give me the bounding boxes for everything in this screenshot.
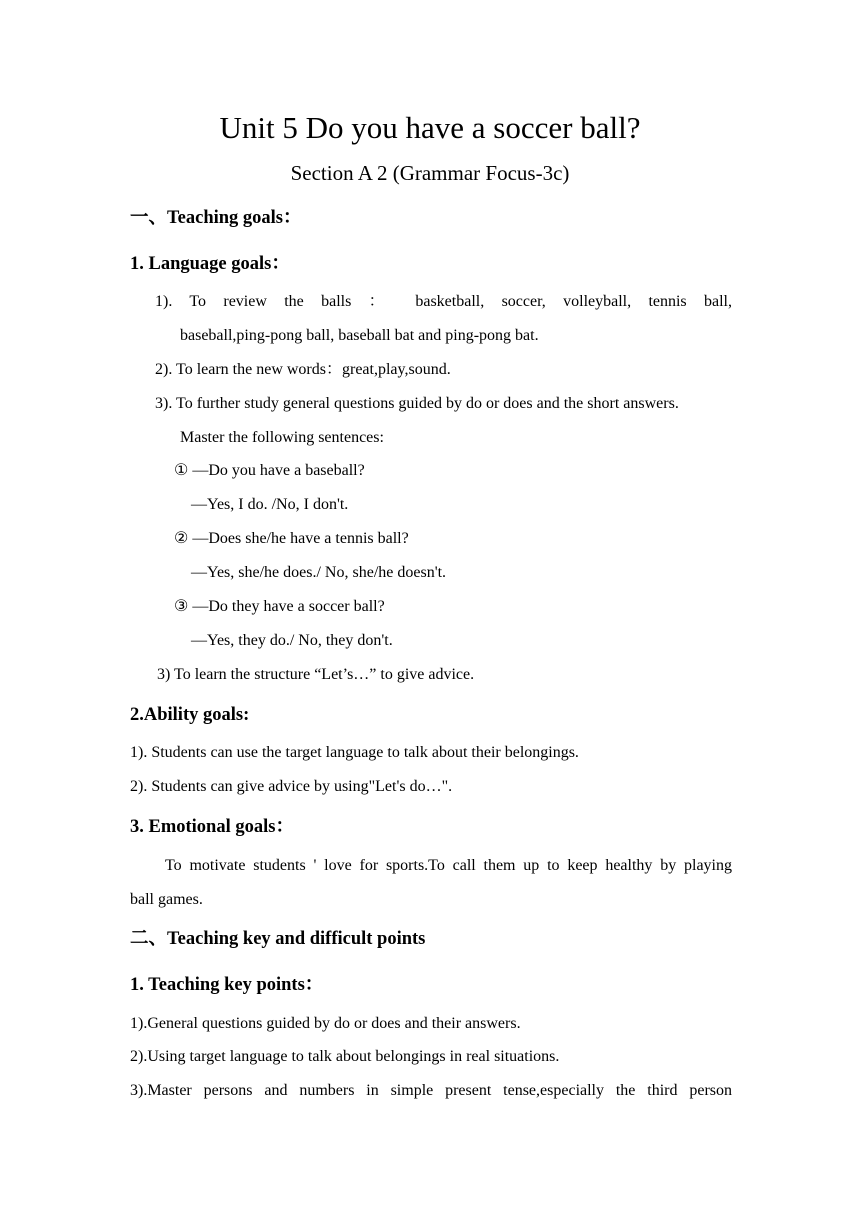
- heading-emotional-goals: 3. Emotional goals：: [130, 817, 294, 837]
- ability-goal-item-1: 1). Students can use the target language to talk about their belongings.: [130, 744, 579, 761]
- example-1-answer: —Yes, I do. /No, I don't.: [191, 496, 349, 513]
- emotional-goals-line-1: To motivate students ' love for sports.To call them up to keep healthy by playing: [165, 857, 732, 874]
- heading-language-goals: 1. Language goals：: [130, 254, 290, 274]
- example-2-answer: —Yes, she/he does./ No, she/he doesn't.: [191, 564, 447, 581]
- heading-ability-goals: 2.Ability goals:: [130, 705, 250, 725]
- emotional-goals-line-2: ball games.: [130, 891, 203, 908]
- language-goal-item-2: 2). To learn the new words：great,play,sound.: [155, 361, 451, 378]
- heading-key-points: 1. Teaching key points：: [130, 975, 324, 995]
- language-goal-item-3-line-2: Master the following sentences:: [180, 429, 384, 446]
- key-point-item-1: 1).General questions guided by do or does and their answers.: [130, 1015, 521, 1032]
- key-point-item-2: 2).Using target language to talk about belongings in real situations.: [130, 1048, 560, 1065]
- ability-goal-item-2: 2). Students can give advice by using"Let's do…".: [130, 778, 453, 795]
- example-3-answer: —Yes, they do./ No, they don't.: [191, 632, 393, 649]
- example-1-question: ① —Do you have a baseball?: [174, 462, 365, 479]
- section-heading-teaching-goals: 一、Teaching goals：: [130, 208, 302, 228]
- language-goal-item-3-line-1: 3). To further study general questions guided by do or does and the short answers.: [155, 395, 679, 412]
- document-title: Unit 5 Do you have a soccer ball?: [219, 110, 641, 145]
- example-3-question: ③ —Do they have a soccer ball?: [174, 598, 385, 615]
- example-2-question: ② —Does she/he have a tennis ball?: [174, 530, 409, 547]
- language-goal-item-4: 3) To learn the structure “Let’s…” to give advice.: [157, 666, 475, 683]
- language-goal-item-1-line-1: 1). To review the balls ： basketball, soccer, volleyball, tennis ball,: [155, 293, 732, 310]
- language-goal-item-1-line-2: baseball,ping-pong ball, baseball bat and ping-pong bat.: [180, 327, 539, 344]
- document-subtitle: Section A 2 (Grammar Focus-3c): [290, 161, 570, 185]
- section-heading-key-difficult-points: 二、Teaching key and difficult points: [130, 929, 426, 949]
- key-point-item-3-line-1: 3).Master persons and numbers in simple present tense,especially the third person: [130, 1082, 732, 1099]
